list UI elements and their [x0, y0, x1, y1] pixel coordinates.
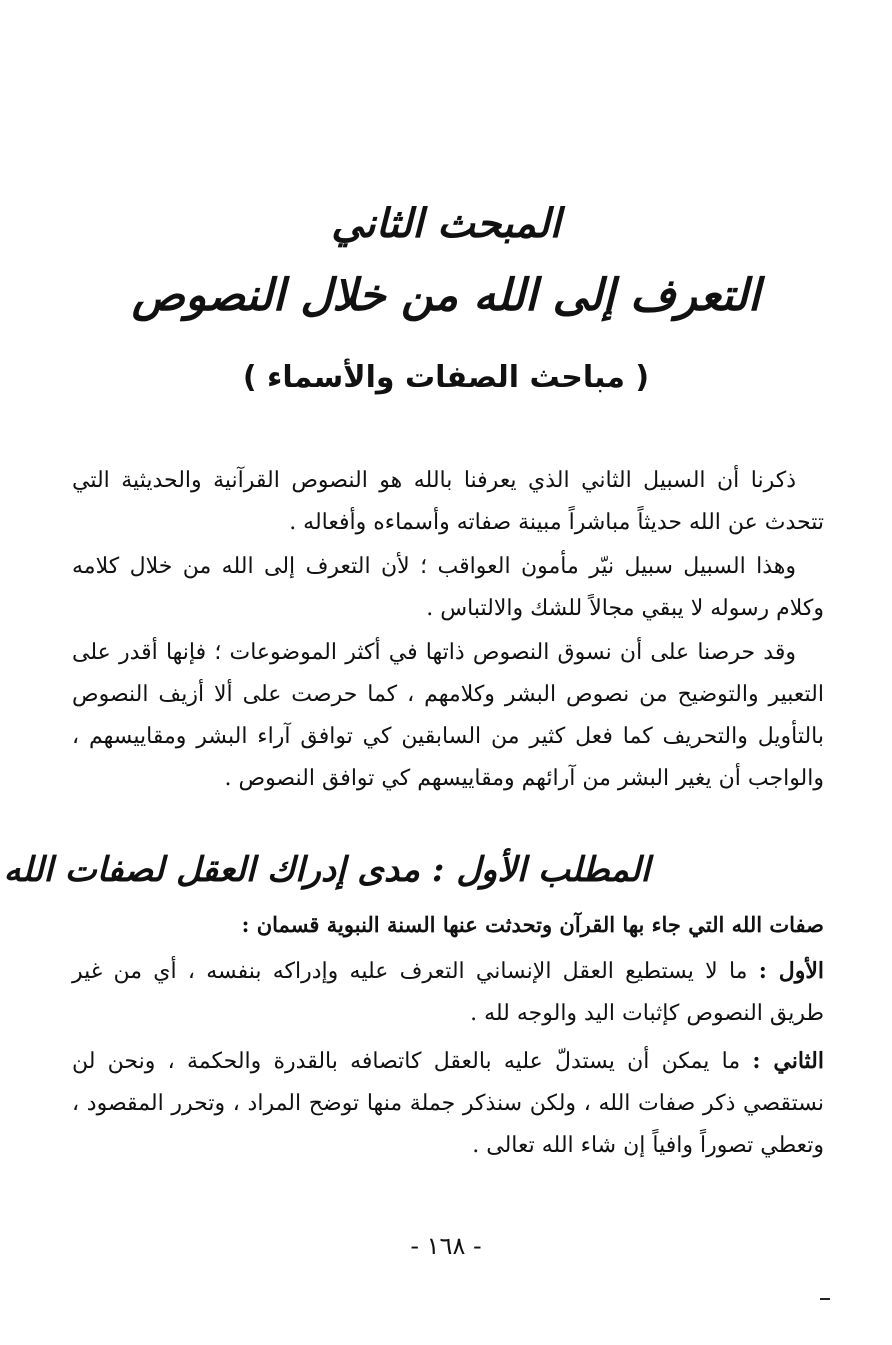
scan-mark: [820, 1298, 830, 1300]
section-heading: المبحث الثاني: [331, 200, 561, 247]
second-label: الثاني :: [752, 1048, 825, 1074]
second-text: ما يمكن أن يستدلّ عليه بالعقل كاتصافه بالقدرة والحكمة ، ونحن لن نستقصي ذكر صفات الله ، ولكن سنذكر جملة منها توضح المراد ، وتحرر المقصود ، وتعطي تصوراً وافياً إن شاء الله تعالى .: [72, 1049, 824, 1158]
first-label: الأول :: [758, 958, 824, 984]
page-number: - ١٦٨ -: [410, 1232, 482, 1260]
paragraph-1: ذكرنا أن السبيل الثاني الذي يعرفنا بالله هو النصوص القرآنية والحديثية التي تتحدث عن الله حديثاً مباشراً مبينة صفاته وأسماءه وأفعاله .: [72, 468, 824, 535]
first-text: ما لا يستطيع العقل الإنساني التعرف عليه وإدراكه بنفسه ، أي من غير طريق النصوص كإثبات اليد والوجه لله .: [72, 959, 824, 1026]
second-category: [72, 1040, 824, 1167]
paragraph-2: وهذا السبيل سبيل نيّر مأمون العواقب ؛ لأن التعرف إلى الله من خلال كلامه وكلام رسوله لا يبقي مجالاً للشك والالتباس .: [72, 554, 824, 621]
main-title: التعرف إلى الله من خلال النصوص: [131, 270, 761, 321]
subtitle: ( مباحث الصفات والأسماء ): [242, 360, 650, 395]
first-category: [72, 950, 824, 1035]
intro-line: صفات الله التي جاء بها القرآن وتحدثت عنها السنة النبوية قسمان :: [241, 912, 824, 937]
paragraph-3: وقد حرصنا على أن نسوق النصوص ذاتها في أكثر الموضوعات ؛ فإنها أقدر على التعبير والتوضيح من نصوص البشر وكلامهم ، كما حرصت على ألا أزيف النصوص بالتأويل والتحريف كما فعل كثير من السابقين كي توافق آراء البشر ومقاييسهم ، والواجب أن يغير البشر من آرائهم ومقاييسهم كي توافق النصوص .: [72, 640, 824, 791]
matlab-heading: المطلب الأول : مدى إدراك العقل لصفات الله: [3, 850, 650, 890]
